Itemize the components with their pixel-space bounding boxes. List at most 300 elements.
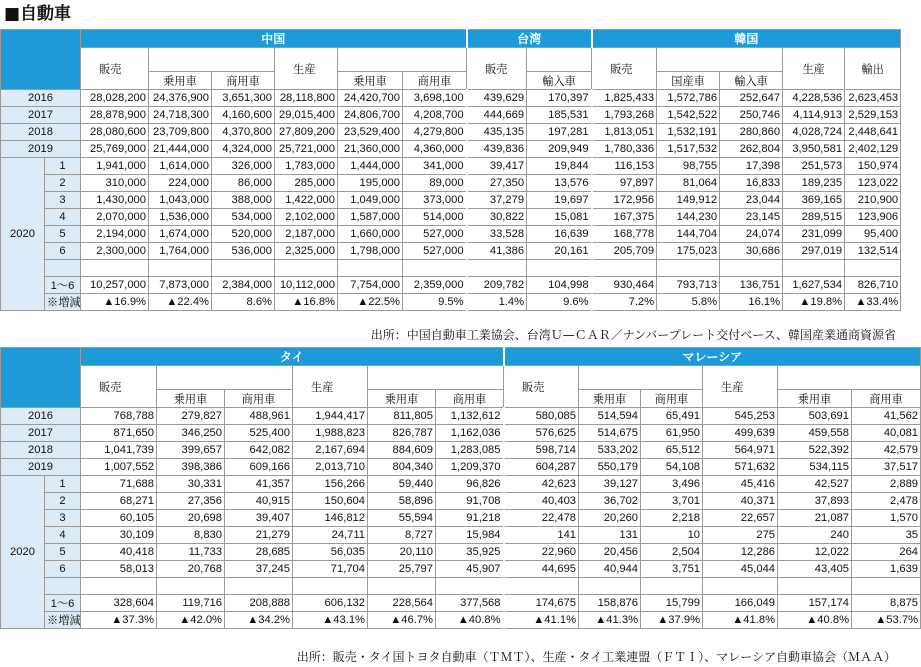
table-row xyxy=(1,226,901,243)
data-cell: 1,283,085 xyxy=(436,442,504,459)
data-cell: 1,007,552 xyxy=(81,459,157,476)
blank-cell xyxy=(149,260,212,277)
header-spacer xyxy=(657,48,783,72)
data-cell: 116,153 xyxy=(592,158,657,175)
data-cell: 141 xyxy=(504,527,579,544)
table1-corner xyxy=(1,30,81,90)
data-cell: 170,397 xyxy=(527,90,592,107)
data-cell: 275 xyxy=(703,527,778,544)
data-cell: 54,108 xyxy=(641,459,703,476)
data-cell: 175,023 xyxy=(657,243,720,260)
row-label-month: 4 xyxy=(45,527,81,544)
blank-cell xyxy=(579,578,641,595)
data-cell: 2,218 xyxy=(641,510,703,527)
data-cell: 37,245 xyxy=(225,561,293,578)
header-spacer xyxy=(149,48,275,72)
data-cell: 826,710 xyxy=(845,277,901,294)
data-cell: 24,711 xyxy=(293,527,368,544)
data-cell: 930,464 xyxy=(592,277,657,294)
header-passenger-car: 乗用車 xyxy=(157,390,225,408)
data-cell: 3,496 xyxy=(641,476,703,493)
data-cell: 104,998 xyxy=(527,277,592,294)
data-cell: 86,000 xyxy=(212,175,275,192)
data-cell: 1,570 xyxy=(852,510,921,527)
data-cell: 642,082 xyxy=(225,442,293,459)
table-row xyxy=(1,510,921,527)
data-cell: 328,604 xyxy=(81,595,157,612)
blank-cell xyxy=(212,260,275,277)
data-cell: 28,028,200 xyxy=(81,90,149,107)
data-cell: 571,632 xyxy=(703,459,778,476)
table-row xyxy=(1,192,901,209)
data-cell: 24,420,700 xyxy=(338,90,403,107)
data-cell: 44,695 xyxy=(504,561,579,578)
data-cell: 15,984 xyxy=(436,527,504,544)
data-cell: 13,576 xyxy=(527,175,592,192)
data-cell: 377,568 xyxy=(436,595,504,612)
data-cell: 21,279 xyxy=(225,527,293,544)
data-cell: 793,713 xyxy=(657,277,720,294)
row-label-month: 6 xyxy=(45,243,81,260)
data-cell: 1.4% xyxy=(467,294,527,311)
header-passenger-car: 乗用車 xyxy=(368,390,436,408)
blank-cell xyxy=(293,578,368,595)
data-cell: 11,733 xyxy=(157,544,225,561)
table-row xyxy=(1,141,901,158)
data-cell: 533,202 xyxy=(579,442,641,459)
row-label-month: 5 xyxy=(45,544,81,561)
blank-cell xyxy=(157,578,225,595)
data-cell: 12,286 xyxy=(703,544,778,561)
data-cell: 209,949 xyxy=(527,141,592,158)
data-cell: 1,941,000 xyxy=(81,158,149,175)
row-label-month: 1 xyxy=(45,476,81,493)
row-label-year: 2019 xyxy=(1,459,81,476)
data-cell: 24,718,300 xyxy=(149,107,212,124)
data-cell: 8,727 xyxy=(368,527,436,544)
table2-corner xyxy=(1,348,81,408)
change-row xyxy=(1,294,901,311)
data-cell: 40,418 xyxy=(81,544,157,561)
data-cell: 439,629 xyxy=(467,90,527,107)
data-cell: 1,813,051 xyxy=(592,124,657,141)
data-cell: ▲53.7% xyxy=(852,612,921,629)
data-cell: 499,639 xyxy=(703,425,778,442)
data-cell: 1,944,417 xyxy=(293,408,368,425)
table-row xyxy=(1,124,901,141)
data-cell: 23,044 xyxy=(720,192,783,209)
data-cell: 7.2% xyxy=(592,294,657,311)
data-cell: 95,400 xyxy=(845,226,901,243)
data-cell: 488,961 xyxy=(225,408,293,425)
group-header-malaysia: マレーシア xyxy=(504,348,921,366)
data-cell: 97,897 xyxy=(592,175,657,192)
data-cell: 8,830 xyxy=(157,527,225,544)
header-thailand-production: 生産 xyxy=(293,366,368,408)
blank-cell xyxy=(845,260,901,277)
data-cell: 1,422,000 xyxy=(275,192,338,209)
data-cell: 2,359,000 xyxy=(403,277,467,294)
data-cell: 2,504 xyxy=(641,544,703,561)
data-cell: 27,356 xyxy=(157,493,225,510)
data-cell: 264 xyxy=(852,544,921,561)
data-cell: 42,579 xyxy=(852,442,921,459)
table-row xyxy=(1,209,901,226)
data-cell: 15,799 xyxy=(641,595,703,612)
page-title: ■自動車 xyxy=(4,4,72,24)
data-cell: 4,114,913 xyxy=(783,107,845,124)
data-cell: 2,070,000 xyxy=(81,209,149,226)
header-malaysia-sales: 販売 xyxy=(504,366,579,408)
data-cell: 16,639 xyxy=(527,226,592,243)
data-cell: 205,709 xyxy=(592,243,657,260)
data-cell: 4,360,000 xyxy=(403,141,467,158)
data-cell: 435,135 xyxy=(467,124,527,141)
blank-row xyxy=(1,578,921,595)
data-cell: 525,400 xyxy=(225,425,293,442)
table-row xyxy=(1,476,921,493)
header-spacer xyxy=(338,48,467,72)
data-cell: 550,179 xyxy=(579,459,641,476)
data-cell: 29,015,400 xyxy=(275,107,338,124)
data-cell: 534,115 xyxy=(778,459,852,476)
data-cell: 3,698,100 xyxy=(403,90,467,107)
row-label-month: 6 xyxy=(45,561,81,578)
header-spacer xyxy=(157,366,293,390)
data-cell: 580,085 xyxy=(504,408,579,425)
blank-cell xyxy=(467,260,527,277)
data-cell: 503,691 xyxy=(778,408,852,425)
data-cell: 326,000 xyxy=(212,158,275,175)
data-cell: 41,562 xyxy=(852,408,921,425)
header-commercial-vehicle: 商用車 xyxy=(436,390,504,408)
data-cell: 871,650 xyxy=(81,425,157,442)
data-cell: 28,080,600 xyxy=(81,124,149,141)
data-cell: 23,529,400 xyxy=(338,124,403,141)
header-commercial-vehicle: 商用車 xyxy=(403,72,467,90)
blank-cell xyxy=(504,578,579,595)
data-cell: ▲33.4% xyxy=(845,294,901,311)
data-cell: 1,587,000 xyxy=(338,209,403,226)
data-cell: 24,074 xyxy=(720,226,783,243)
table-row xyxy=(1,408,921,425)
header-commercial-vehicle: 商用車 xyxy=(212,72,275,90)
data-cell: 37,893 xyxy=(778,493,852,510)
data-cell: 520,000 xyxy=(212,226,275,243)
data-cell: 1,798,000 xyxy=(338,243,403,260)
data-cell: 149,912 xyxy=(657,192,720,209)
data-cell: 2,194,000 xyxy=(81,226,149,243)
data-cell: 28,685 xyxy=(225,544,293,561)
table-row xyxy=(1,243,901,260)
data-cell: 4,324,000 xyxy=(212,141,275,158)
data-cell: 20,768 xyxy=(157,561,225,578)
blank-cell xyxy=(783,260,845,277)
data-cell: 209,782 xyxy=(467,277,527,294)
data-cell: 40,944 xyxy=(579,561,641,578)
data-cell: 12,022 xyxy=(778,544,852,561)
row-label-year: 2017 xyxy=(1,107,81,124)
header-korea-sales: 販売 xyxy=(592,48,657,90)
data-cell: 20,698 xyxy=(157,510,225,527)
data-cell: ▲37.3% xyxy=(81,612,157,629)
data-cell: 564,971 xyxy=(703,442,778,459)
header-china-production: 生産 xyxy=(275,48,338,90)
data-cell: 231,099 xyxy=(783,226,845,243)
data-cell: 59,440 xyxy=(368,476,436,493)
data-cell: 1,049,000 xyxy=(338,192,403,209)
data-cell: 167,375 xyxy=(592,209,657,226)
data-cell: 346,250 xyxy=(157,425,225,442)
header-spacer xyxy=(527,48,592,72)
data-cell: 40,371 xyxy=(703,493,778,510)
blank-cell xyxy=(81,578,157,595)
data-cell: 98,755 xyxy=(657,158,720,175)
data-cell: 398,386 xyxy=(157,459,225,476)
data-cell: 132,514 xyxy=(845,243,901,260)
row-label-2020: 2020 xyxy=(1,476,45,629)
blank-cell xyxy=(657,260,720,277)
data-cell: ▲42.0% xyxy=(157,612,225,629)
data-cell: 2,300,000 xyxy=(81,243,149,260)
thailand-malaysia-table xyxy=(0,347,921,629)
data-cell: 1,825,433 xyxy=(592,90,657,107)
data-cell: 27,809,200 xyxy=(275,124,338,141)
data-cell: 119,716 xyxy=(157,595,225,612)
data-cell: 4,028,724 xyxy=(783,124,845,141)
data-cell: 606,132 xyxy=(293,595,368,612)
data-cell: 884,609 xyxy=(368,442,436,459)
data-cell: 4,208,700 xyxy=(403,107,467,124)
data-cell: 20,456 xyxy=(579,544,641,561)
data-cell: 28,118,800 xyxy=(275,90,338,107)
data-cell: 45,416 xyxy=(703,476,778,493)
data-cell: 16.1% xyxy=(720,294,783,311)
header-passenger-car: 乗用車 xyxy=(579,390,641,408)
data-cell: 522,392 xyxy=(778,442,852,459)
group-header-korea: 韓国 xyxy=(592,30,901,48)
data-cell: 9.6% xyxy=(527,294,592,311)
row-label-month: 3 xyxy=(45,510,81,527)
data-cell: 7,873,000 xyxy=(149,277,212,294)
data-cell: 123,022 xyxy=(845,175,901,192)
blank-cell xyxy=(720,260,783,277)
header-spacer xyxy=(778,366,921,390)
data-cell: 1,043,000 xyxy=(149,192,212,209)
data-cell: 17,398 xyxy=(720,158,783,175)
data-cell: 1,132,612 xyxy=(436,408,504,425)
data-cell: 41,357 xyxy=(225,476,293,493)
data-cell: 5.8% xyxy=(657,294,720,311)
data-cell: 20,110 xyxy=(368,544,436,561)
data-cell: 42,527 xyxy=(778,476,852,493)
data-cell: 2,102,000 xyxy=(275,209,338,226)
row-label-month: 1 xyxy=(45,158,81,175)
header-korea-production: 生産 xyxy=(783,48,845,90)
data-cell: 10,112,000 xyxy=(275,277,338,294)
row-label-year: 2016 xyxy=(1,90,81,107)
data-cell: ▲16.9% xyxy=(81,294,149,311)
data-cell: 156,266 xyxy=(293,476,368,493)
data-cell: ▲22.4% xyxy=(149,294,212,311)
data-cell: 19,844 xyxy=(527,158,592,175)
blank-row xyxy=(1,260,901,277)
data-cell: 60,105 xyxy=(81,510,157,527)
data-cell: 21,087 xyxy=(778,510,852,527)
data-cell: 251,573 xyxy=(783,158,845,175)
data-cell: ▲40.8% xyxy=(778,612,852,629)
data-cell: 514,000 xyxy=(403,209,467,226)
data-cell: 804,340 xyxy=(368,459,436,476)
data-cell: 20,260 xyxy=(579,510,641,527)
data-cell: 55,594 xyxy=(368,510,436,527)
table-row xyxy=(1,107,901,124)
blank-cell xyxy=(275,260,338,277)
data-cell: 91,708 xyxy=(436,493,504,510)
data-cell: 33,528 xyxy=(467,226,527,243)
data-cell: ▲16.8% xyxy=(275,294,338,311)
data-cell: 10,257,000 xyxy=(81,277,149,294)
data-cell: 250,746 xyxy=(720,107,783,124)
data-cell: 2,384,000 xyxy=(212,277,275,294)
blank-cell xyxy=(436,578,504,595)
data-cell: 8,875 xyxy=(852,595,921,612)
row-label-month: 4 xyxy=(45,209,81,226)
data-cell: 123,906 xyxy=(845,209,901,226)
data-cell: 16,833 xyxy=(720,175,783,192)
data-cell: 1,041,739 xyxy=(81,442,157,459)
blank-cell xyxy=(703,578,778,595)
data-cell: 39,407 xyxy=(225,510,293,527)
data-cell: ▲34.2% xyxy=(225,612,293,629)
header-taiwan-sales: 販売 xyxy=(467,48,527,90)
data-cell: 527,000 xyxy=(403,243,467,260)
data-cell: 459,558 xyxy=(778,425,852,442)
data-cell: 2,325,000 xyxy=(275,243,338,260)
data-cell: 40,915 xyxy=(225,493,293,510)
data-cell: 158,876 xyxy=(579,595,641,612)
data-cell: 8.6% xyxy=(212,294,275,311)
data-cell: 157,174 xyxy=(778,595,852,612)
data-cell: 1,209,370 xyxy=(436,459,504,476)
data-cell: ▲41.8% xyxy=(703,612,778,629)
data-cell: 71,704 xyxy=(293,561,368,578)
data-cell: 399,657 xyxy=(157,442,225,459)
data-cell: 224,000 xyxy=(149,175,212,192)
data-cell: 1,162,036 xyxy=(436,425,504,442)
data-cell: 208,888 xyxy=(225,595,293,612)
data-cell: 373,000 xyxy=(403,192,467,209)
source-note-table2: 出所：販売・タイ国トヨタ自動車（ＴＭＴ）、生産・タイ工業連盟（ＦＴＩ）、マレーシア自動車協会（ＭＡＡ） xyxy=(296,650,896,664)
data-cell: 172,956 xyxy=(592,192,657,209)
data-cell: 185,531 xyxy=(527,107,592,124)
data-cell: 37,517 xyxy=(852,459,921,476)
blank-cell xyxy=(778,578,852,595)
data-cell: 341,000 xyxy=(403,158,467,175)
data-cell: 1,536,000 xyxy=(149,209,212,226)
data-cell: 1,674,000 xyxy=(149,226,212,243)
data-cell: 65,512 xyxy=(641,442,703,459)
data-cell: 89,000 xyxy=(403,175,467,192)
data-cell: 1,532,191 xyxy=(657,124,720,141)
data-cell: 65,491 xyxy=(641,408,703,425)
table-row xyxy=(1,561,921,578)
header-commercial-vehicle: 商用車 xyxy=(641,390,703,408)
data-cell: ▲43.1% xyxy=(293,612,368,629)
data-cell: 25,769,000 xyxy=(81,141,149,158)
row-label-year: 2016 xyxy=(1,408,81,425)
data-cell: 23,145 xyxy=(720,209,783,226)
row-label-month: 5 xyxy=(45,226,81,243)
data-cell: 297,019 xyxy=(783,243,845,260)
data-cell: 1,988,823 xyxy=(293,425,368,442)
data-cell: 2,402,129 xyxy=(845,141,901,158)
table-row xyxy=(1,90,901,107)
row-label-total: 1〜6 xyxy=(45,277,81,294)
data-cell: 1,572,786 xyxy=(657,90,720,107)
data-cell: 30,822 xyxy=(467,209,527,226)
data-cell: 2,167,694 xyxy=(293,442,368,459)
data-cell: 7,754,000 xyxy=(338,277,403,294)
data-cell: 30,686 xyxy=(720,243,783,260)
data-cell: 444,669 xyxy=(467,107,527,124)
change-row xyxy=(1,612,921,629)
data-cell: 146,812 xyxy=(293,510,368,527)
data-cell: 439,836 xyxy=(467,141,527,158)
table-row xyxy=(1,527,921,544)
data-cell: 23,709,800 xyxy=(149,124,212,141)
data-cell: 1,444,000 xyxy=(338,158,403,175)
data-cell: 144,704 xyxy=(657,226,720,243)
data-cell: 36,702 xyxy=(579,493,641,510)
header-china-sales: 販売 xyxy=(81,48,149,90)
data-cell: 285,000 xyxy=(275,175,338,192)
data-cell: 40,403 xyxy=(504,493,579,510)
data-cell: 43,405 xyxy=(778,561,852,578)
blank-cell xyxy=(527,260,592,277)
data-cell: 1,542,522 xyxy=(657,107,720,124)
data-cell: 45,044 xyxy=(703,561,778,578)
data-cell: 1,660,000 xyxy=(338,226,403,243)
row-label-2020: 2020 xyxy=(1,158,45,311)
data-cell: 604,287 xyxy=(504,459,579,476)
data-cell: 195,000 xyxy=(338,175,403,192)
data-cell: 514,594 xyxy=(579,408,641,425)
data-cell: 2,889 xyxy=(852,476,921,493)
data-cell: ▲41.3% xyxy=(579,612,641,629)
data-cell: 1,783,000 xyxy=(275,158,338,175)
data-cell: 41,386 xyxy=(467,243,527,260)
data-cell: 4,279,800 xyxy=(403,124,467,141)
data-cell: 536,000 xyxy=(212,243,275,260)
data-cell: ▲37.9% xyxy=(641,612,703,629)
data-cell: 1,793,268 xyxy=(592,107,657,124)
data-cell: 27,350 xyxy=(467,175,527,192)
data-cell: 210,900 xyxy=(845,192,901,209)
data-cell: 388,000 xyxy=(212,192,275,209)
data-cell: 42,623 xyxy=(504,476,579,493)
data-cell: 252,647 xyxy=(720,90,783,107)
data-cell: 37,279 xyxy=(467,192,527,209)
data-cell: 39,417 xyxy=(467,158,527,175)
data-cell: 2,448,641 xyxy=(845,124,901,141)
data-cell: 527,000 xyxy=(403,226,467,243)
data-cell: 91,218 xyxy=(436,510,504,527)
header-domestic-car: 国産車 xyxy=(657,72,720,90)
table-row xyxy=(1,544,921,561)
data-cell: 35,925 xyxy=(436,544,504,561)
data-cell: 279,827 xyxy=(157,408,225,425)
